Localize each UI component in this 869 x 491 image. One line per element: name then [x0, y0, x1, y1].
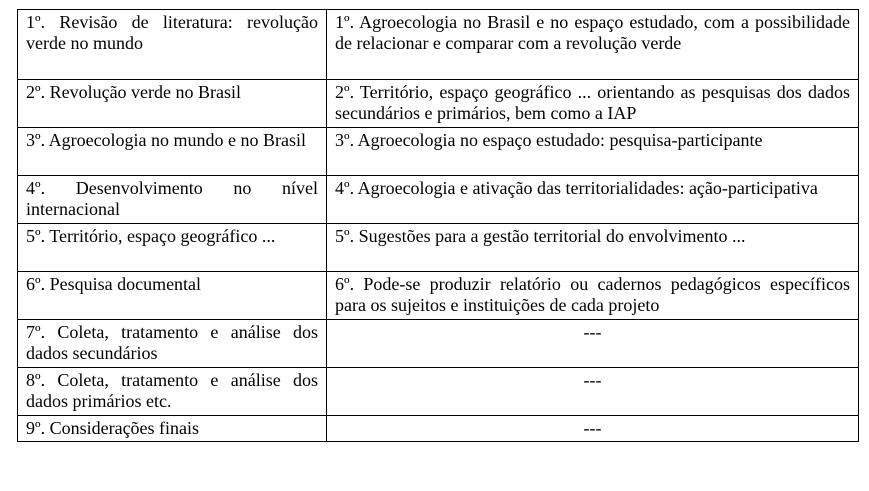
table-cell-left: 8º. Coleta, tratamento e análise dos dados primários etc.: [18, 368, 327, 416]
table-cell-right-empty-marker: ---: [327, 416, 859, 442]
table-cell-right: 2º. Território, espaço geográfico ... orientando as pesquisas dos dados secundários e primários, bem como a IAP: [327, 80, 859, 128]
table-row: [18, 224, 859, 272]
table-cell-right-empty-marker: ---: [327, 368, 859, 416]
table-cell-right: 5º. Sugestões para a gestão territorial do envolvimento ...: [327, 224, 859, 272]
table-cell-left: 7º. Coleta, tratamento e análise dos dados secundários: [18, 320, 327, 368]
table-row: [18, 128, 859, 176]
table-row: [18, 320, 859, 368]
table-row: [18, 272, 859, 320]
table-row: [18, 10, 859, 80]
table-cell-right: 4º. Agroecologia e ativação das territorialidades: ação-participativa: [327, 176, 859, 224]
table-cell-right-empty-marker: ---: [327, 320, 859, 368]
table-cell-right: 6º. Pode-se produzir relatório ou cadernos pedagógicos específicos para os sujeitos e instituições de cada projeto: [327, 272, 859, 320]
table-row: [18, 368, 859, 416]
table-row: [18, 80, 859, 128]
table-cell-left: 4º. Desenvolvimento no nível internacional: [18, 176, 327, 224]
research-steps-table: [17, 9, 859, 442]
table-cell-left: 5º. Território, espaço geográfico ...: [18, 224, 327, 272]
table-cell-right: 1º. Agroecologia no Brasil e no espaço estudado, com a possibilidade de relacionar e comparar com a revolução verde: [327, 10, 859, 80]
table-row: [18, 176, 859, 224]
table-cell-left: 1º. Revisão de literatura: revolução verde no mundo: [18, 10, 327, 80]
table-cell-left: 2º. Revolução verde no Brasil: [18, 80, 327, 128]
table-row: [18, 416, 859, 442]
table-cell-left: 6º. Pesquisa documental: [18, 272, 327, 320]
table-cell-left: 9º. Considerações finais: [18, 416, 327, 442]
table-cell-right: 3º. Agroecologia no espaço estudado: pesquisa-participante: [327, 128, 859, 176]
table-cell-left: 3º. Agroecologia no mundo e no Brasil: [18, 128, 327, 176]
